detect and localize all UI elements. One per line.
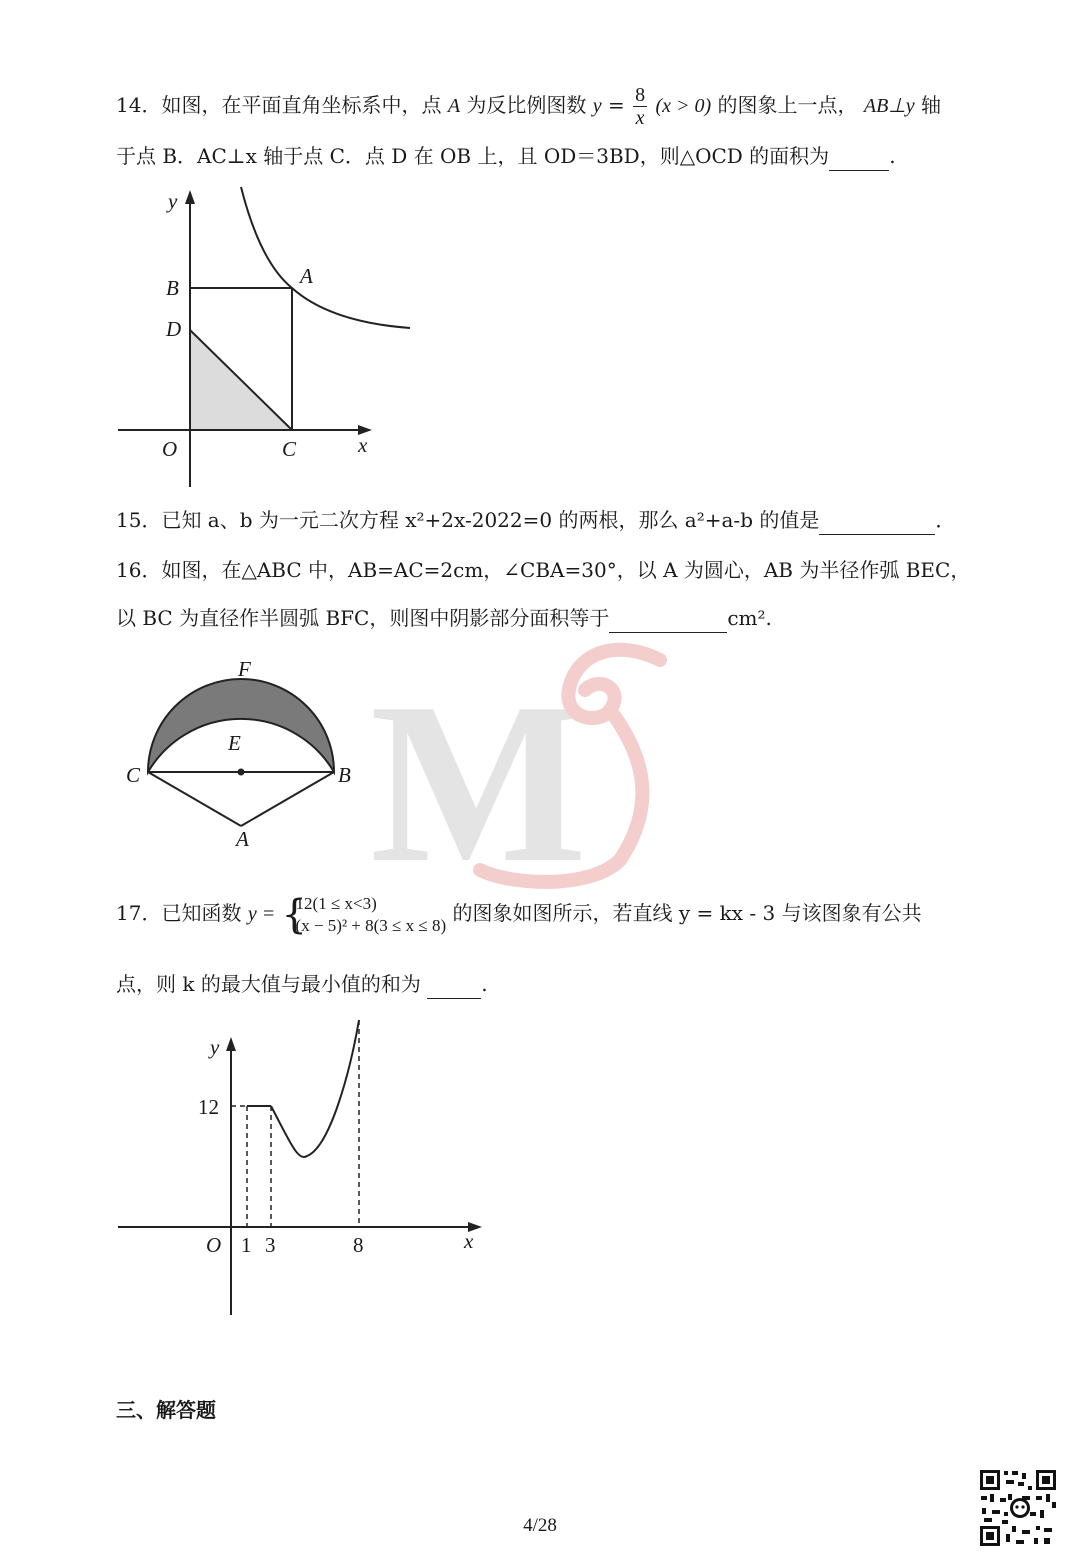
label-d: D: [166, 317, 182, 341]
label-f: F: [238, 657, 251, 681]
segment-ca: [148, 772, 241, 826]
q14-fn-y: y: [592, 95, 602, 117]
q17-text2: 的图象如图所示，若直线 y = kx - 3 与该图象有公共: [452, 901, 922, 925]
segment-ba: [241, 772, 334, 826]
q16-text1: 如图，在△ABC 中，AB=AC=2cm，∠CBA=30°，以 A 为圆心，AB 为半径作弧 BEC，: [161, 558, 971, 582]
q16-unit: cm².: [727, 606, 772, 630]
q17-piecewise: [282, 893, 447, 937]
y-axis-arrow: [185, 190, 195, 204]
q14-fraction: [633, 84, 647, 129]
q15-text: 已知 a、b 为一元二次方程 x²+2x-2022=0 的两根，那么 a²+a-b 的值是: [161, 508, 820, 532]
page-number: 4/28: [523, 1515, 557, 1536]
q17-text1: 已知函数: [161, 901, 242, 925]
q15-line: [116, 506, 955, 535]
q14-frac-denominator: x: [635, 107, 645, 129]
q16-number: 16．: [116, 558, 162, 582]
label-a: A: [300, 264, 313, 288]
q17-case2: (x − 5)² + 8(3 ≤ x ≤ 8): [295, 915, 447, 935]
figure-14: [110, 182, 430, 494]
q17-end: .: [481, 972, 488, 996]
label-x: x: [358, 433, 368, 457]
q16-line2: [116, 604, 772, 633]
hyperbola-curve: [241, 187, 410, 328]
center-dot: [238, 769, 245, 776]
q14-fn-eq: =: [601, 93, 632, 117]
label-x1: 1: [241, 1233, 252, 1257]
crescent-shaded: [148, 679, 334, 772]
label-b: B: [166, 276, 179, 300]
label-b: B: [338, 763, 351, 787]
q14-line1: [116, 84, 941, 129]
q14-text1: 如图，在平面直角坐标系中，点: [161, 93, 442, 117]
label-a: A: [236, 827, 249, 851]
label-y: y: [210, 1035, 220, 1059]
label-c: C: [282, 437, 297, 461]
q16-line1: [116, 556, 970, 584]
label-o: O: [206, 1233, 222, 1257]
section-heading: 三、解答题: [116, 1398, 216, 1422]
q14-text4: 轴: [921, 93, 941, 117]
label-o: O: [162, 437, 178, 461]
graph-parabola: [271, 1020, 359, 1157]
watermark-logo: [360, 630, 700, 900]
figure-17: [110, 1012, 500, 1322]
label-x3: 3: [265, 1233, 276, 1257]
q14-text3: 的图象上一点，: [717, 93, 858, 117]
q14-answer-blank: [829, 142, 889, 171]
q17-brace: {: [281, 891, 307, 938]
q14-frac-numerator: 8: [635, 84, 646, 106]
label-e: E: [228, 731, 241, 755]
y-axis-arrow: [226, 1037, 236, 1051]
q14-number: 14．: [116, 93, 162, 117]
q17-fn: y =: [247, 903, 276, 925]
q14-text2: 为反比例图数: [466, 93, 587, 117]
q17-line2: [116, 970, 488, 999]
q14-point-a: A: [447, 95, 461, 117]
q14-line2-text: 于点 B．AC⊥x 轴于点 C．点 D 在 OB 上，且 OD＝3BD，则△OCD 的面积为: [116, 144, 830, 168]
q15-number: 15．: [116, 508, 162, 532]
q14-perp: AB⊥y: [863, 95, 915, 117]
q16-answer-blank: [609, 604, 727, 633]
q17-line1: [116, 890, 922, 937]
label-x: x: [464, 1229, 474, 1253]
triangle-ocd-shaded: [190, 330, 292, 430]
figure-16: [118, 652, 378, 852]
watermark-letter-m: M: [370, 655, 588, 900]
q17-case1: 12(1 ≤ x<3): [295, 893, 377, 913]
label-12: 12: [198, 1095, 219, 1119]
q16-text2: 以 BC 为直径作半圆弧 BFC，则图中阴影部分面积等于: [116, 606, 610, 630]
q17-number: 17．: [116, 901, 162, 925]
label-c: C: [126, 763, 141, 787]
q14-domain: (x > 0): [655, 95, 712, 117]
q15-answer-blank: [819, 506, 935, 535]
q14-line2: [116, 142, 896, 171]
q17-answer-blank: [427, 970, 481, 999]
q15-end: ．: [935, 508, 956, 532]
q17-text3: 点，则 k 的最大值与最小值的和为: [116, 972, 421, 996]
label-x8: 8: [353, 1233, 364, 1257]
q14-end: .: [889, 144, 896, 168]
label-y: y: [168, 189, 178, 213]
